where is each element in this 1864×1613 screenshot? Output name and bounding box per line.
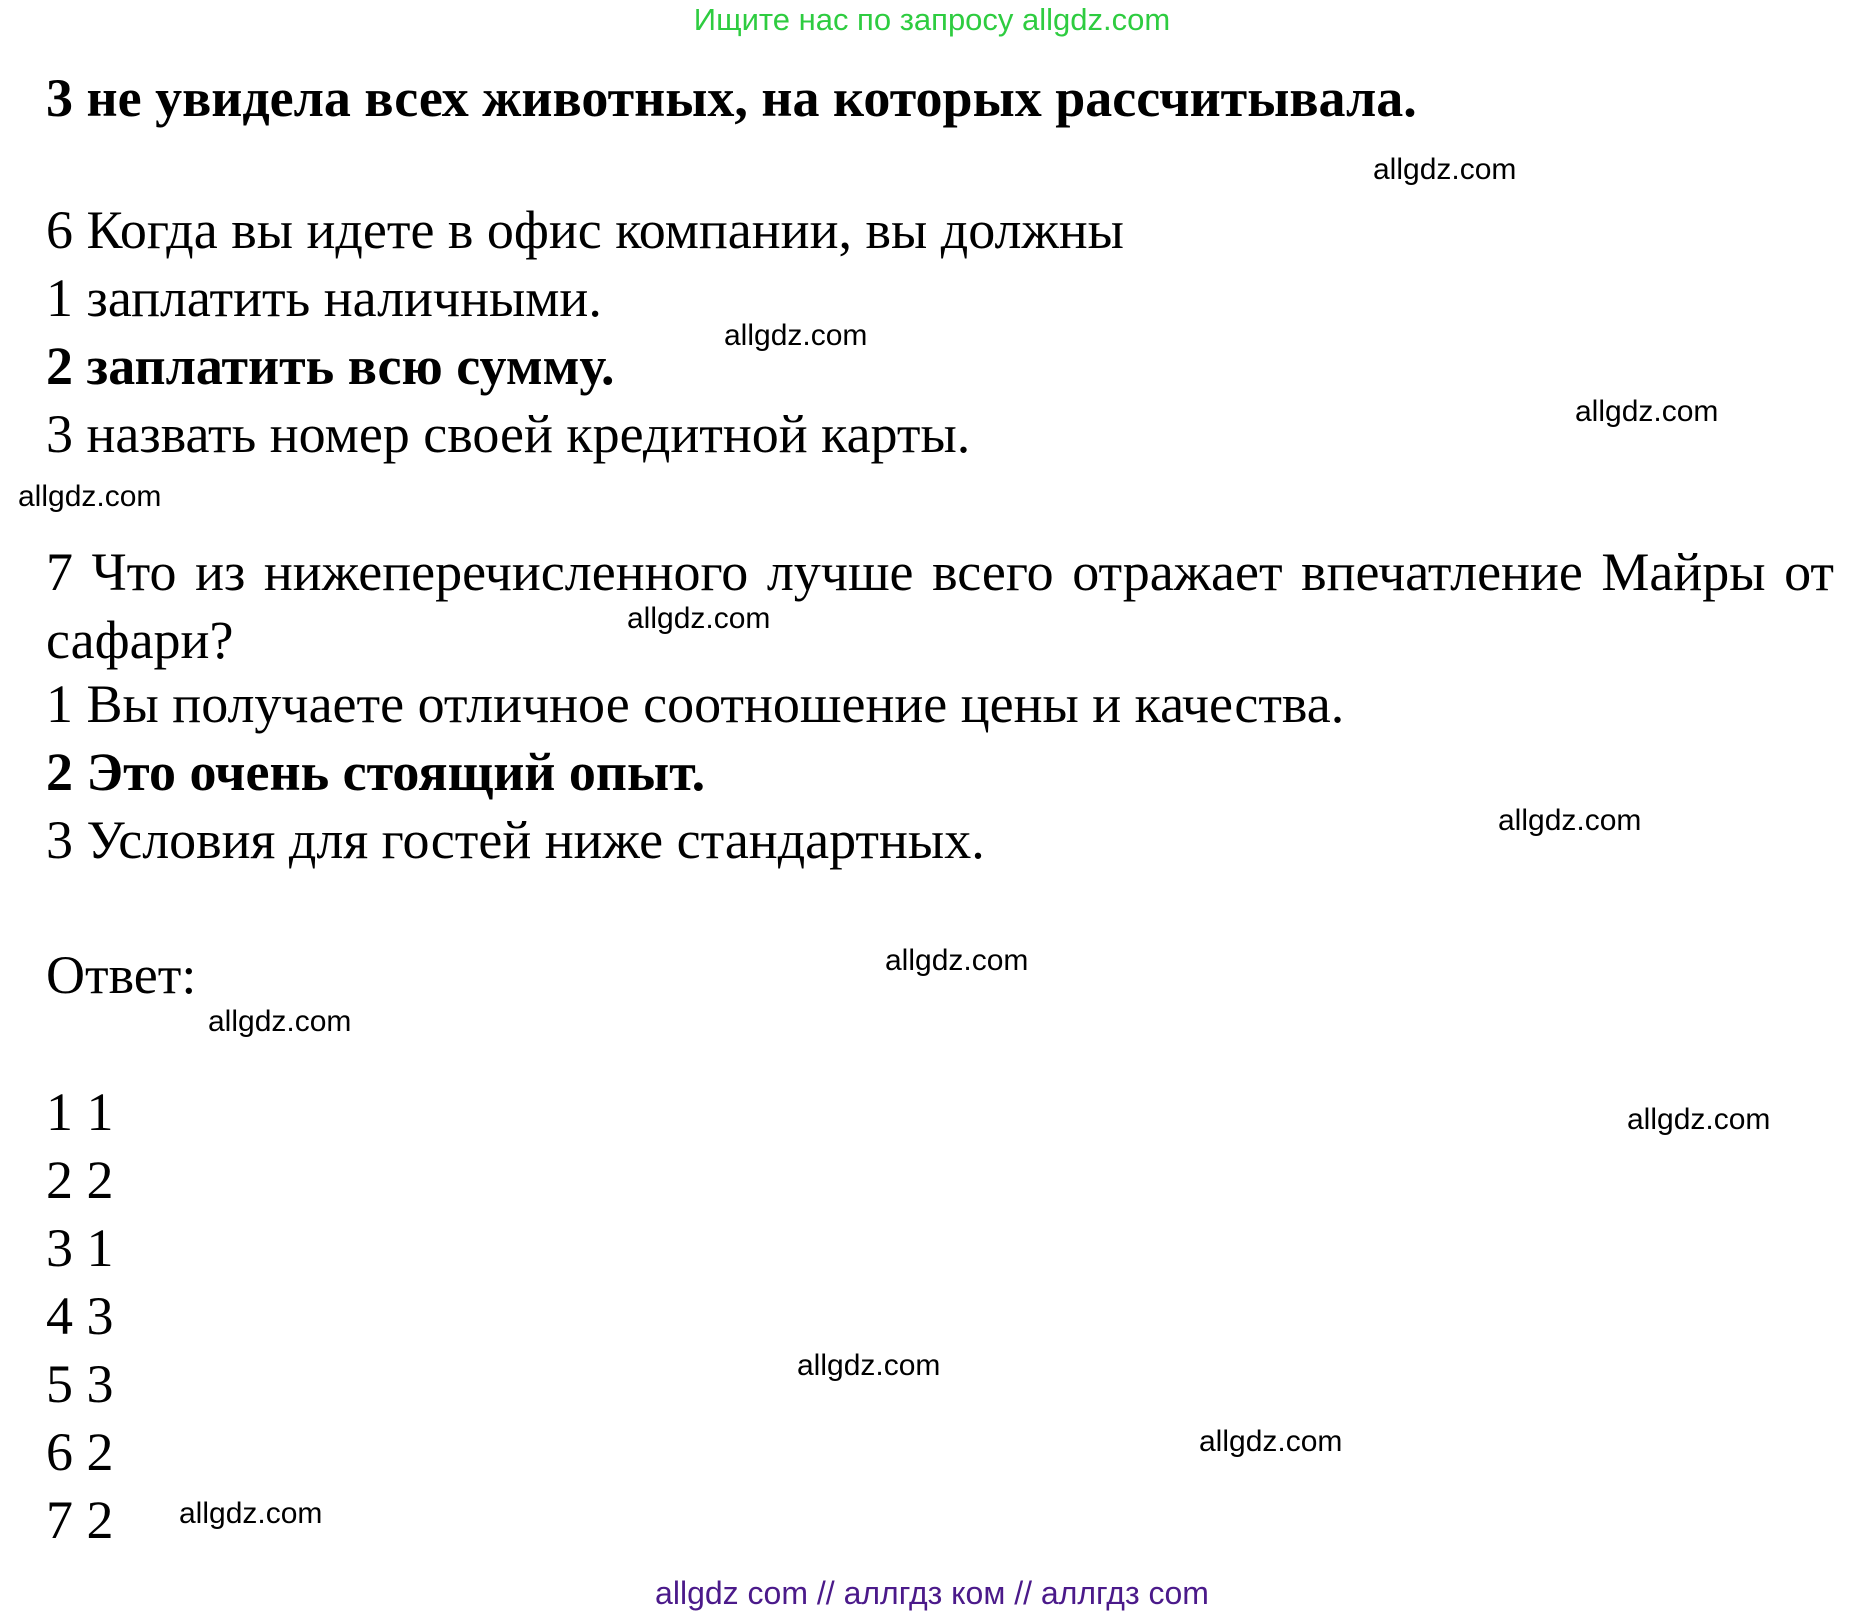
watermark: allgdz.com: [208, 1005, 352, 1038]
watermark: allgdz.com: [797, 1349, 941, 1382]
top-banner: Ищите нас по запросу allgdz.com: [693, 2, 1171, 37]
answer-row: 5 3: [46, 1354, 114, 1414]
answer-row: 2 2: [46, 1150, 114, 1210]
watermark: allgdz.com: [724, 319, 868, 352]
q6-option-2: 2 заплатить всю сумму.: [46, 336, 615, 396]
q6-question: 6 Когда вы идете в офис компании, вы должны: [46, 200, 1124, 260]
answer-row: 4 3: [46, 1286, 114, 1346]
answer-row: 6 2: [46, 1422, 114, 1482]
q7-question: 7 Что из нижеперечисленного лучше всего отражает впечатление Майры от сафари?: [46, 542, 1834, 670]
watermark: allgdz.com: [627, 602, 771, 635]
answer-row: 3 1: [46, 1218, 114, 1278]
footer-links: allgdz com // аллгдз ком // аллгдз com: [655, 1575, 1209, 1611]
answer-label: Ответ:: [46, 945, 197, 1005]
watermark: allgdz.com: [1575, 395, 1719, 428]
watermark: allgdz.com: [1373, 153, 1517, 186]
q7-option-2: 2 Это очень стоящий опыт.: [46, 742, 706, 802]
q7-option-1: 1 Вы получаете отличное соотношение цены и качества.: [46, 674, 1345, 734]
watermark: allgdz.com: [1199, 1425, 1343, 1458]
q6-option-1: 1 заплатить наличными.: [46, 268, 602, 328]
q6-option-3: 3 назвать номер своей кредитной карты.: [46, 404, 971, 464]
q7-option-3: 3 Условия для гостей ниже стандартных.: [46, 810, 985, 870]
watermark: allgdz.com: [1498, 804, 1642, 837]
answer-row: 7 2: [46, 1490, 114, 1550]
watermark: allgdz.com: [1627, 1103, 1771, 1136]
watermark: allgdz.com: [18, 480, 162, 513]
answer-row: 1 1: [46, 1082, 114, 1142]
watermark: allgdz.com: [885, 944, 1029, 977]
watermark: allgdz.com: [179, 1497, 323, 1530]
q5-option-3: 3 не увидела всех животных, на которых рассчитывала.: [46, 68, 1417, 128]
